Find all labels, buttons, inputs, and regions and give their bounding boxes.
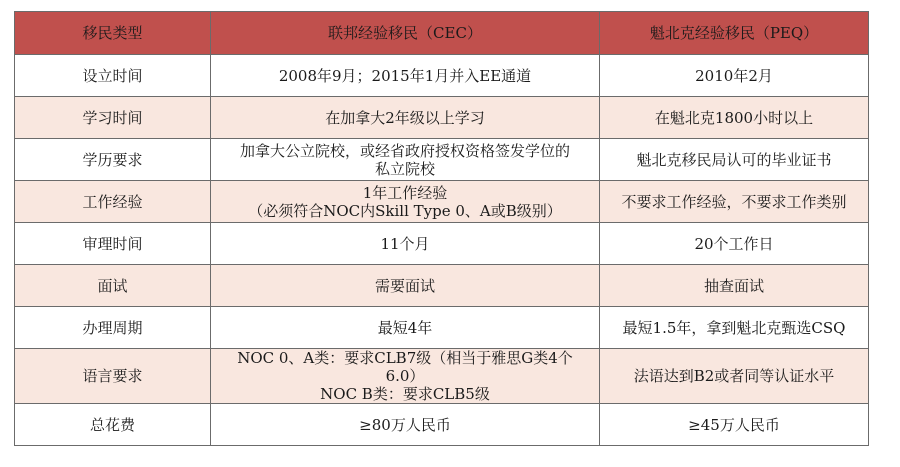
header-cec: 联邦经验移民（CEC）	[211, 12, 600, 55]
cec-cell-line: 最短4年	[377, 318, 433, 337]
cec-cell	[211, 223, 600, 265]
table-row	[15, 139, 869, 181]
peq-cell	[600, 404, 869, 446]
cec-cell	[211, 265, 600, 307]
cec-cell-line: 1年工作经验	[362, 183, 448, 202]
header-peq: 魁北克经验移民（PEQ）	[600, 12, 869, 55]
peq-cell	[600, 181, 869, 223]
row-label: 审理时间	[15, 223, 211, 265]
row-label: 学习时间	[15, 97, 211, 139]
cec-cell	[211, 404, 600, 446]
row-label: 办理周期	[15, 307, 211, 349]
row-label: 面试	[15, 265, 211, 307]
peq-cell-line: ≥45万人民币	[688, 415, 780, 434]
cec-cell-line: 需要面试	[374, 276, 435, 295]
peq-cell-line: 在魁北克1800小时以上	[654, 108, 814, 127]
table-header	[15, 12, 869, 55]
peq-cell-line: 法语达到B2或者同等认证水平	[633, 367, 835, 385]
table-body	[15, 55, 869, 446]
peq-cell	[600, 349, 869, 404]
cec-cell	[211, 349, 600, 404]
peq-cell	[600, 97, 869, 139]
cec-cell-line: （必须符合NOC内Skill Type 0、A或B级别）	[248, 201, 562, 220]
table-row	[15, 55, 869, 97]
header-row	[15, 12, 869, 55]
cec-cell	[211, 181, 600, 223]
table-row	[15, 349, 869, 404]
comparison-table	[14, 11, 869, 446]
header-immigration-type: 移民类型	[15, 12, 211, 55]
cec-cell	[211, 307, 600, 349]
cec-cell-line: ≥80万人民币	[359, 415, 451, 434]
table-row	[15, 97, 869, 139]
cec-cell	[211, 55, 600, 97]
peq-cell-line: 抽查面试	[703, 276, 764, 295]
cec-cell-line: NOC 0、A类：要求CLB7级（相当于雅思G类4个	[237, 349, 573, 367]
cec-cell-line: 私立院校	[374, 159, 435, 178]
peq-cell-line: 不要求工作经验，不要求工作类别	[621, 192, 847, 211]
cec-cell-line: 6.0）	[385, 367, 425, 385]
row-label: 学历要求	[15, 139, 211, 181]
row-label: 语言要求	[15, 349, 211, 404]
cec-cell-line: 加拿大公立院校，或经省政府授权资格签发学位的	[239, 141, 570, 160]
peq-cell-line: 2010年2月	[695, 66, 773, 85]
cec-cell-line: 在加拿大2年级以上学习	[325, 108, 485, 127]
cec-cell-line: NOC B类：要求CLB5级	[320, 385, 490, 403]
table-row	[15, 265, 869, 307]
peq-cell	[600, 55, 869, 97]
peq-cell	[600, 139, 869, 181]
table-row	[15, 307, 869, 349]
cec-cell	[211, 139, 600, 181]
cec-cell-line: 11个月	[380, 234, 430, 253]
table-row	[15, 223, 869, 265]
peq-cell	[600, 223, 869, 265]
cec-cell-line: 2008年9月；2015年1月并入EE通道	[278, 66, 532, 85]
peq-cell-line: 20个工作日	[694, 234, 774, 253]
cec-cell	[211, 97, 600, 139]
peq-cell-line: 魁北克移民局认可的毕业证书	[636, 150, 832, 169]
peq-cell	[600, 265, 869, 307]
row-label: 设立时间	[15, 55, 211, 97]
row-label: 工作经验	[15, 181, 211, 223]
row-label: 总花费	[15, 404, 211, 446]
table-row	[15, 404, 869, 446]
peq-cell-line: 最短1.5年，拿到魁北克甄选CSQ	[622, 318, 846, 337]
peq-cell	[600, 307, 869, 349]
table-row	[15, 181, 869, 223]
